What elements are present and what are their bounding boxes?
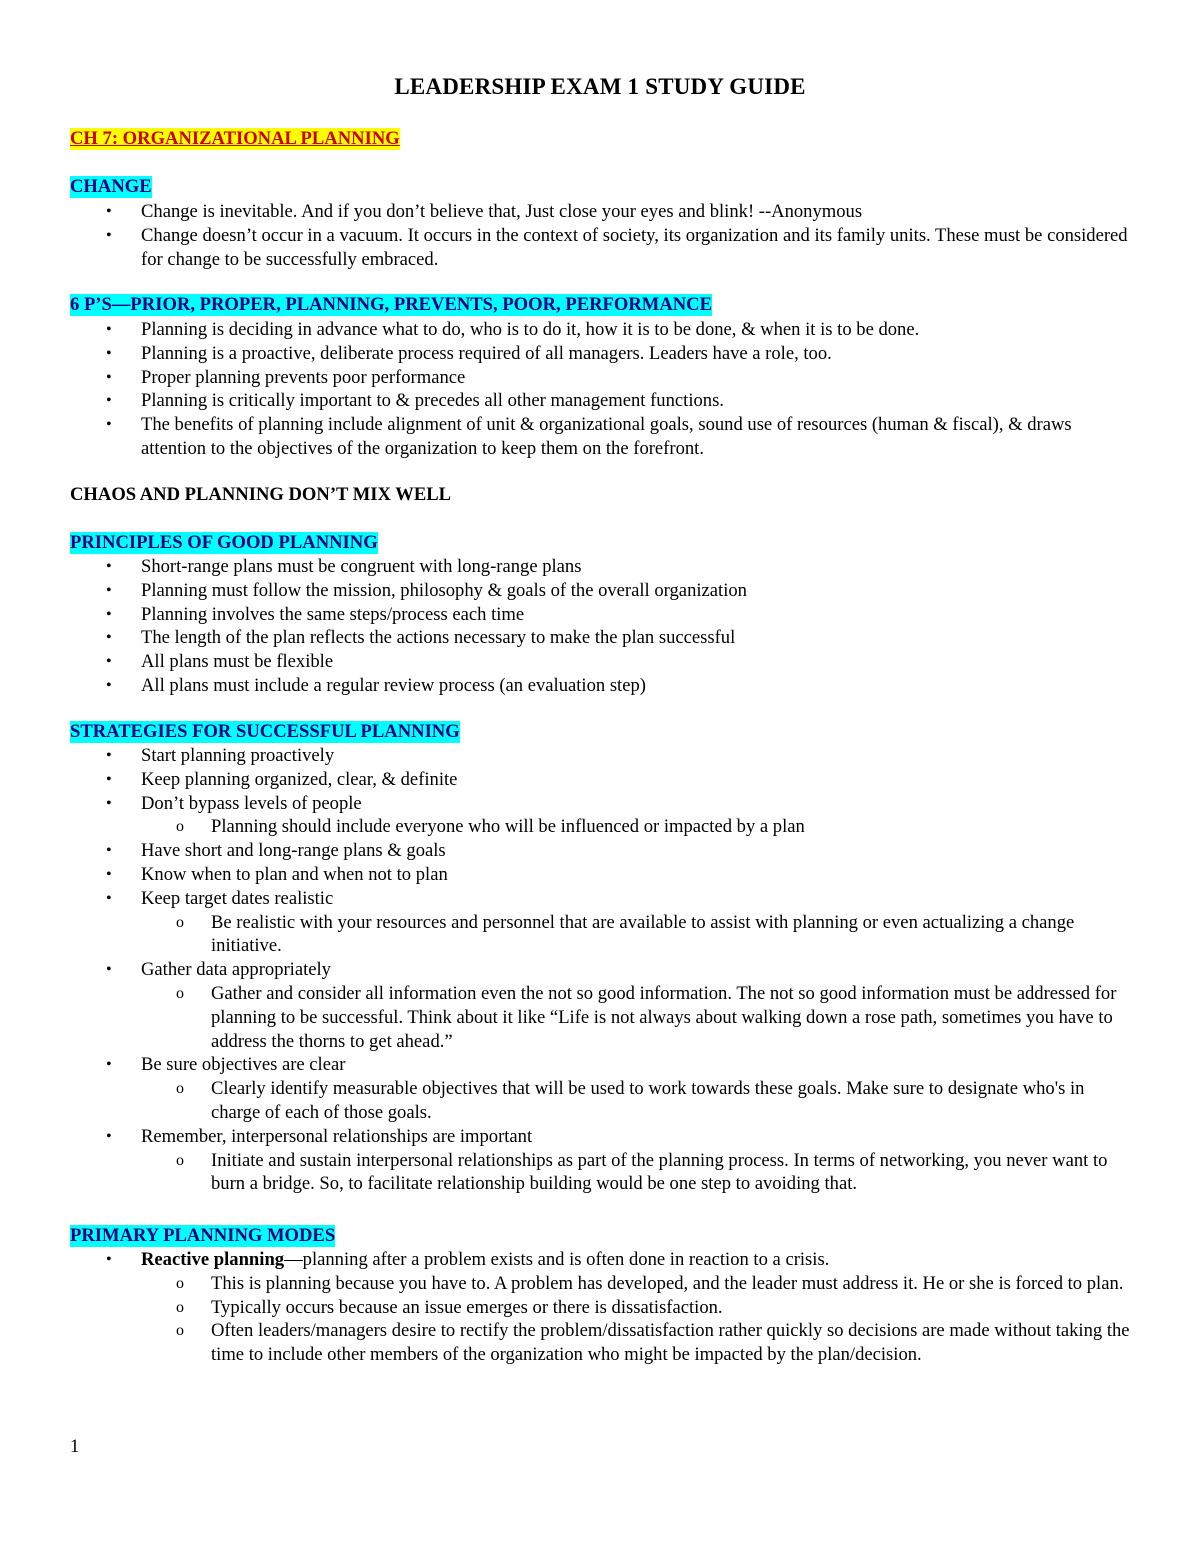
list-item: • Start planning proactively: [106, 745, 335, 766]
list-item: • Be sure objectives are clear: [106, 1054, 346, 1076]
section-list-strategies: [70, 744, 1130, 1196]
bullet-icon: •: [106, 747, 112, 764]
bullet-icon: •: [106, 961, 112, 979]
sub-list-item: o Often leaders/managers desire to rectify the problem/dissatisfaction rather quickly so decisions are made without taking the time to include other members of the organization who might be impacted by the plan/decision.: [176, 1320, 1130, 1366]
bullet-icon: •: [106, 581, 112, 599]
list-item: • All plans must be flexible: [106, 651, 334, 673]
page-title: LEADERSHIP EXAM 1 STUDY GUIDE: [394, 74, 806, 99]
section-heading-change: CHANGE: [70, 176, 152, 197]
list-item: • The benefits of planning include alignment of unit & organizational goals, sound use of resources (human & fiscal), & draws attention to the objectives of the organization to keep them on the forefront.: [106, 414, 1072, 459]
bullet-icon: •: [106, 842, 112, 860]
bullet-icon: •: [106, 653, 112, 671]
bullet-icon: •: [106, 889, 112, 907]
list-item: • Proper planning prevents poor performance: [106, 366, 466, 388]
bullet-icon: •: [106, 416, 112, 434]
list-item: • Remember, interpersonal relationships are important: [106, 1125, 533, 1147]
bullet-icon: •: [106, 368, 112, 386]
circle-bullet-icon: o: [176, 1274, 184, 1292]
bullet-icon: •: [106, 865, 112, 883]
bullet-icon: •: [106, 392, 112, 410]
list-item: • Change doesn’t occur in a vacuum. It occurs in the context of society, its organization and its family units. These must be considered for change to be successfully embraced.: [106, 224, 1128, 270]
section-heading-principles: PRINCIPLES OF GOOD PLANNING: [70, 532, 378, 553]
list-item: • Planning is deciding in advance what to do, who is to do it, how it is to be done, & when it is to be done.: [106, 319, 920, 340]
sub-list-item: o Typically occurs because an issue emerges or there is dissatisfaction.: [176, 1296, 723, 1318]
list-item: • Planning involves the same steps/process each time: [106, 603, 525, 625]
list-item: • Know when to plan and when not to plan: [106, 863, 448, 885]
bullet-icon: •: [106, 344, 112, 362]
bullet-icon: •: [106, 558, 112, 575]
bullet-icon: •: [106, 605, 112, 623]
list-item: • Reactive planning—planning after a problem exists and is often done in reaction to a crisis.: [106, 1249, 830, 1270]
list-item: • Short-range plans must be congruent with long-range plans: [106, 556, 582, 577]
list-item: • Change is inevitable. And if you don’t believe that, Just close your eyes and blink! --Anonymous: [106, 201, 863, 222]
bullet-icon: •: [106, 1056, 112, 1074]
list-item: • All plans must include a regular review process (an evaluation step): [106, 674, 646, 696]
circle-bullet-icon: o: [176, 1322, 184, 1340]
list-item: • Keep target dates realistic: [106, 887, 334, 909]
circle-bullet-icon: o: [176, 913, 184, 931]
section-list-modes: [70, 1248, 1130, 1367]
sub-list-item: o Clearly identify measurable objectives that will be used to work towards these goals. Make sure to designate who's in charge of each of those goals.: [176, 1078, 1085, 1123]
list-item: • Gather data appropriately: [106, 959, 331, 981]
bullet-icon: •: [106, 794, 112, 812]
bullet-icon: •: [106, 629, 112, 647]
list-item: • Planning must follow the mission, philosophy & goals of the overall organization: [106, 579, 747, 601]
section-heading-strategies: STRATEGIES FOR SUCCESSFUL PLANNING: [70, 721, 460, 742]
section-heading-6ps: 6 P’S—PRIOR, PROPER, PLANNING, PREVENTS, POOR, PERFORMANCE: [70, 294, 713, 315]
bullet-icon: •: [106, 770, 112, 788]
chapter-heading: CH 7: ORGANIZATIONAL PLANNING: [70, 128, 400, 149]
bullet-icon: •: [106, 1127, 112, 1145]
sub-list-item: o This is planning because you have to. A problem has developed, and the leader must address it. He or she is forced to plan.: [176, 1272, 1124, 1294]
sub-list-item: o Be realistic with your resources and personnel that are available to assist with planning or even actualizing a change initiative.: [176, 911, 1075, 957]
list-item: • Planning is critically important to & precedes all other management functions.: [106, 390, 724, 412]
section-list-6ps: [70, 318, 1130, 461]
bullet-icon: •: [106, 676, 112, 694]
section-heading-modes: PRIMARY PLANNING MODES: [70, 1225, 336, 1246]
sub-list-item: o Gather and consider all information even the not so good information. The not so good information must be addressed for planning to be successful. Think about it like “Life is not always about walking down a rose path, sometimes you have to address the thorns to get ahead.”: [176, 982, 1117, 1052]
circle-bullet-icon: o: [176, 1298, 184, 1316]
bullet-icon: •: [106, 1251, 112, 1268]
bullet-icon: •: [106, 226, 112, 244]
page-number: 1: [70, 1436, 80, 1457]
circle-bullet-icon: o: [176, 1151, 184, 1169]
list-item: • Keep planning organized, clear, & definite: [106, 768, 458, 790]
sub-list-item: o Initiate and sustain interpersonal relationships as part of the planning process. In terms of networking, you never want to burn a bridge. So, to facilitate relationship building would be one step to avoiding that.: [176, 1149, 1108, 1195]
list-item: • Planning is a proactive, deliberate process required of all managers. Leaders have a role, too.: [106, 342, 832, 364]
section-list-change: [70, 200, 1130, 271]
circle-bullet-icon: o: [176, 1080, 184, 1098]
bullet-icon: •: [106, 321, 112, 338]
sub-list-item: o Planning should include everyone who will be influenced or impacted by a plan: [176, 816, 805, 838]
term-label: Reactive planning: [141, 1249, 285, 1270]
section-list-principles: [70, 555, 1130, 698]
bullet-icon: •: [106, 203, 112, 220]
list-item: • The length of the plan reflects the actions necessary to make the plan successful: [106, 627, 736, 649]
list-item: • Have short and long-range plans & goals: [106, 840, 446, 862]
circle-bullet-icon: o: [176, 818, 184, 836]
section-heading-chaos: CHAOS AND PLANNING DON’T MIX WELL: [70, 484, 452, 505]
list-item: • Don’t bypass levels of people: [106, 792, 362, 814]
circle-bullet-icon: o: [176, 984, 184, 1002]
